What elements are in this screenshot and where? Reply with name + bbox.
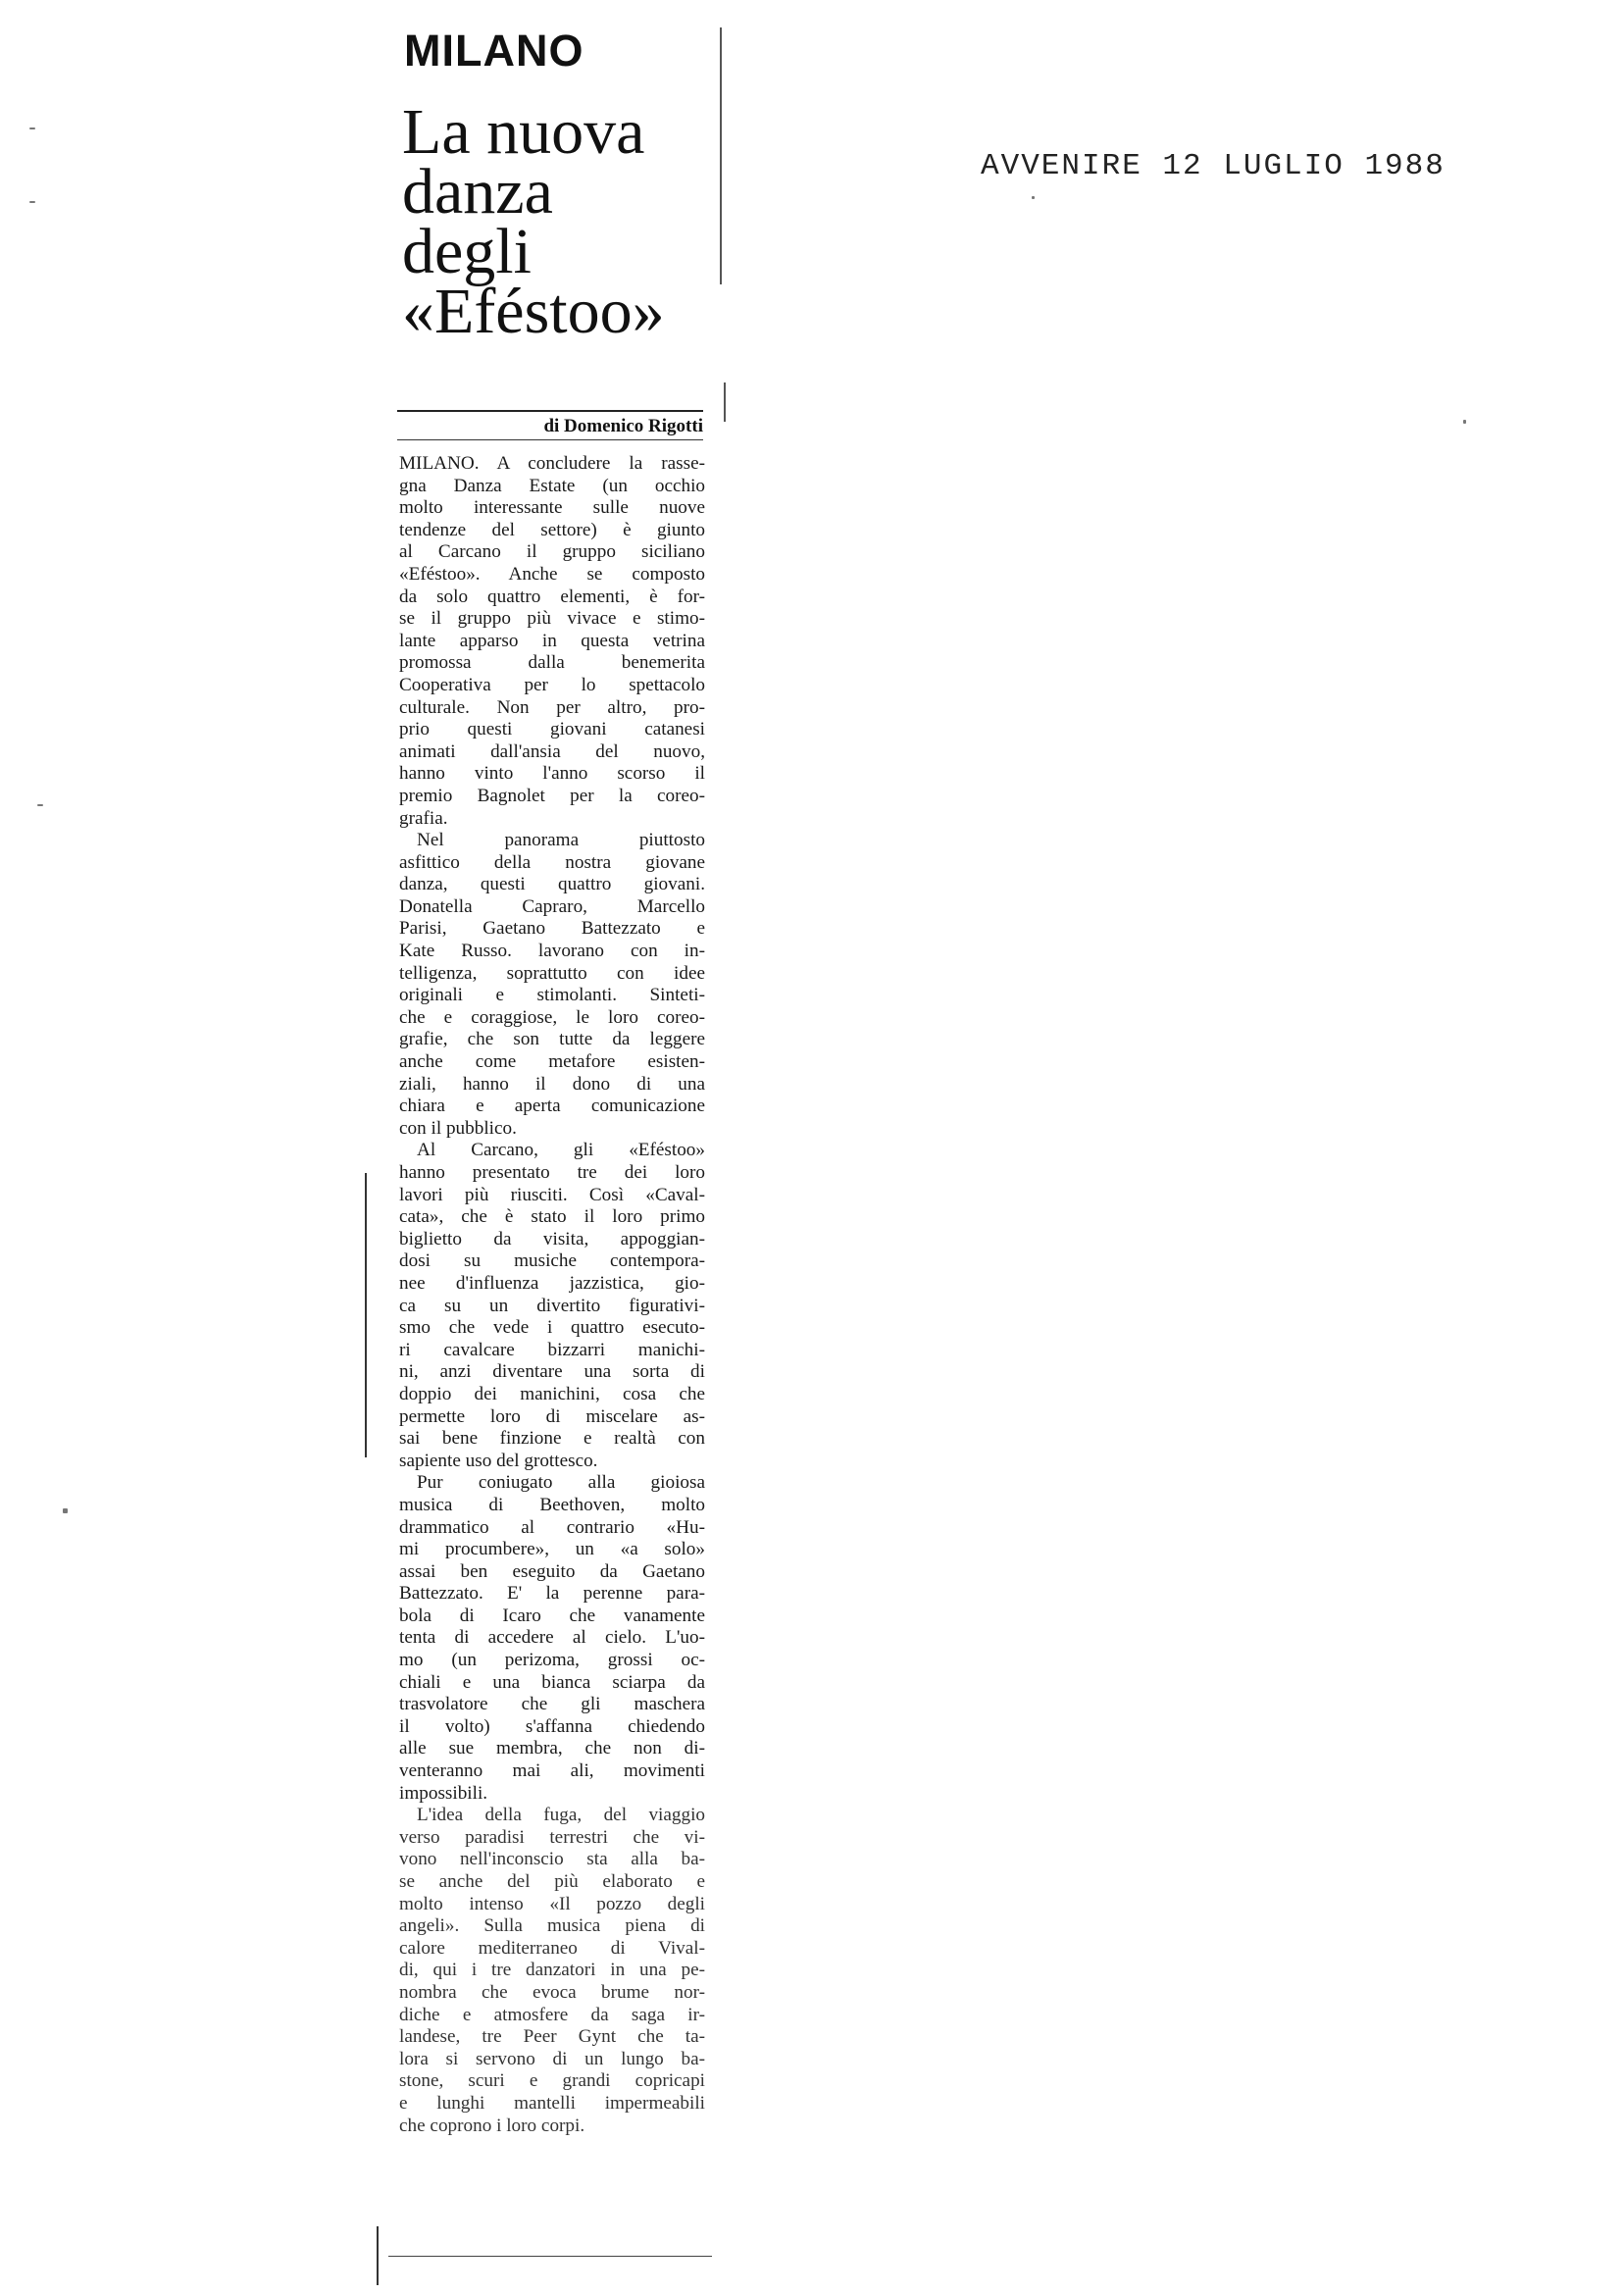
article-text-line: bola di Icaro che vanamente <box>399 1605 705 1626</box>
article-text-line: drammatico al contrario «Hu- <box>399 1516 705 1538</box>
article-text-line: doppio dei manichini, cosa che <box>399 1383 705 1404</box>
article-text-line: culturale. Non per altro, pro- <box>399 696 705 718</box>
article-text-line: Nel panorama piuttosto <box>417 830 705 851</box>
article-text-line: lora si servono di un lungo ba- <box>399 2048 705 2069</box>
headline-line: La nuova <box>402 96 645 168</box>
article-text-line: ziali, hanno il dono di una <box>399 1073 705 1095</box>
article-text-line: venteranno mai ali, movimenti <box>399 1760 705 1782</box>
article-text-line: Donatella Capraro, Marcello <box>399 895 705 917</box>
article-text-line: se il gruppo più vivace e stimo- <box>399 608 705 630</box>
article-text-line: diche e atmosfere da saga ir- <box>399 2004 705 2025</box>
article-text-line: con il pubblico. <box>399 1117 517 1139</box>
article-text-line: Kate Russo. lavorano con in- <box>399 941 705 962</box>
article-text-line: chiali e una bianca sciarpa da <box>399 1671 705 1693</box>
article-text-line: tenta di accedere al cielo. L'uo- <box>399 1627 705 1649</box>
article-text-line: danza, questi quattro giovani. <box>399 874 705 895</box>
article-text-line: prio questi giovani catanesi <box>399 719 705 740</box>
article-text-line: nee d'influenza jazzistica, gio- <box>399 1272 705 1294</box>
article-text-line: molto interessante sulle nuove <box>399 497 705 519</box>
article-text-line: musica di Beethoven, molto <box>399 1494 705 1515</box>
article-text-line: stone, scuri e grandi copricapi <box>399 2070 705 2092</box>
clipping-edge <box>724 382 726 422</box>
article-text-line: lante apparso in questa vetrina <box>399 630 705 651</box>
article-text-line: di, qui i tre danzatori in una pe- <box>399 1960 705 1981</box>
article-text-line: al Carcano il gruppo siciliano <box>399 541 705 563</box>
article-text-line: sai bene finzione e realtà con <box>399 1428 705 1450</box>
scan-speck <box>1463 420 1466 424</box>
article-text-line: L'idea della fuga, del viaggio <box>417 1805 705 1826</box>
article-text-line: smo che vede i quattro esecuto- <box>399 1317 705 1339</box>
article-text-line: ni, anzi diventare una sorta di <box>399 1361 705 1383</box>
article-text-line: calore mediterraneo di Vival- <box>399 1937 705 1959</box>
headline-line: danza <box>402 156 553 228</box>
article-text-line: promossa dalla benemerita <box>399 652 705 674</box>
clipping-edge <box>377 2226 379 2285</box>
article-text-line: che coprono i loro corpi. <box>399 2115 585 2136</box>
article-text-line: se anche del più elaborato e <box>399 1871 705 1892</box>
scan-speck <box>29 201 35 203</box>
article-text-line: sapiente uso del grottesco. <box>399 1450 598 1471</box>
article-text-line: impossibili. <box>399 1782 488 1804</box>
article-text-line: assai ben eseguito da Gaetano <box>399 1560 705 1582</box>
article-text-line: mo (un perizoma, grossi oc- <box>399 1650 705 1671</box>
article-text-line: grafia. <box>399 807 448 829</box>
article-text-line: gna Danza Estate (un occhio <box>399 475 705 496</box>
article-text-line: ri cavalcare bizzarri manichi- <box>399 1339 705 1360</box>
article-text-line: Al Carcano, gli «Eféstoo» <box>417 1140 705 1161</box>
article-text-line: telligenza, soprattutto con idee <box>399 962 705 984</box>
article-text-line: molto intenso «Il pozzo degli <box>399 1893 705 1914</box>
article-text-line: vono nell'inconscio sta alla ba- <box>399 1849 705 1870</box>
clipping-edge <box>720 27 722 284</box>
article-text-line: mi procumbere», un «a solo» <box>399 1539 705 1560</box>
article-text-line: hanno presentato tre dei loro <box>399 1162 705 1183</box>
scan-speck <box>1032 196 1035 199</box>
article-text-line: Battezzato. E' la perenne para- <box>399 1583 705 1605</box>
article-text-line: dosi su musiche contempora- <box>399 1250 705 1272</box>
article-text-line: premio Bagnolet per la coreo- <box>399 785 705 806</box>
article-text-line: angeli». Sulla musica piena di <box>399 1915 705 1937</box>
headline-line: degli <box>402 216 532 287</box>
article-text-line: nombra che evoca brume nor- <box>399 1981 705 2003</box>
article-text-line: asfittico della nostra giovane <box>399 851 705 873</box>
article-text-line: biglietto da visita, appoggian- <box>399 1228 705 1249</box>
article-text-line: alle sue membra, che non di- <box>399 1738 705 1759</box>
article-text-line: lavori più riusciti. Così «Caval- <box>399 1184 705 1205</box>
byline-rule <box>397 439 703 440</box>
article-text-line: MILANO. A concludere la rasse- <box>399 453 705 474</box>
scan-speck <box>63 1508 68 1513</box>
article-text-line: da solo quattro elementi, è for- <box>399 586 705 607</box>
article-text-line: grafie, che son tutte da leggere <box>399 1029 705 1050</box>
article-text-line: animati dall'ansia del nuovo, <box>399 740 705 762</box>
article-text-line: trasvolatore che gli maschera <box>399 1694 705 1715</box>
section-label: MILANO <box>404 25 584 76</box>
headline-rule <box>397 410 703 412</box>
scan-speck <box>29 127 35 129</box>
article-text-line: Cooperativa per lo spettacolo <box>399 674 705 695</box>
headline-line: «Eféstoo» <box>402 276 665 347</box>
article-text-line: cata», che è stato il loro primo <box>399 1206 705 1228</box>
clipping-edge <box>365 1173 367 1457</box>
article-text-line: Parisi, Gaetano Battezzato e <box>399 918 705 940</box>
article-text-line: chiara e aperta comunicazione <box>399 1096 705 1117</box>
article-text-line: Pur coniugato alla gioiosa <box>417 1472 705 1494</box>
article-text-line: ca su un divertito figurativi- <box>399 1295 705 1316</box>
article-headline <box>402 96 716 347</box>
article-body <box>399 453 705 2137</box>
article-text-line: originali e stimolanti. Sinteti- <box>399 985 705 1006</box>
article-text-line: il volto) s'affanna chiedendo <box>399 1715 705 1737</box>
article-text-line: e lunghi mantelli impermeabili <box>399 2092 705 2114</box>
article-text-line: «Eféstoo». Anche se composto <box>399 563 705 585</box>
scan-speck <box>37 804 43 806</box>
article-text-line: tendenze del settore) è giunto <box>399 519 705 540</box>
newspaper-date-stamp: AVVENIRE 12 LUGLIO 1988 <box>981 149 1446 183</box>
article-byline: di Domenico Rigotti <box>543 416 703 436</box>
article-text-line: anche come metafore esisten- <box>399 1051 705 1073</box>
article-text-line: landese, tre Peer Gynt che ta- <box>399 2026 705 2048</box>
clipping-bottom-edge <box>388 2256 712 2257</box>
article-text-line: hanno vinto l'anno scorso il <box>399 763 705 785</box>
article-text-line: che e coraggiose, le loro coreo- <box>399 1006 705 1028</box>
article-text-line: permette loro di miscelare as- <box>399 1405 705 1427</box>
article-text-line: verso paradisi terrestri che vi- <box>399 1826 705 1848</box>
